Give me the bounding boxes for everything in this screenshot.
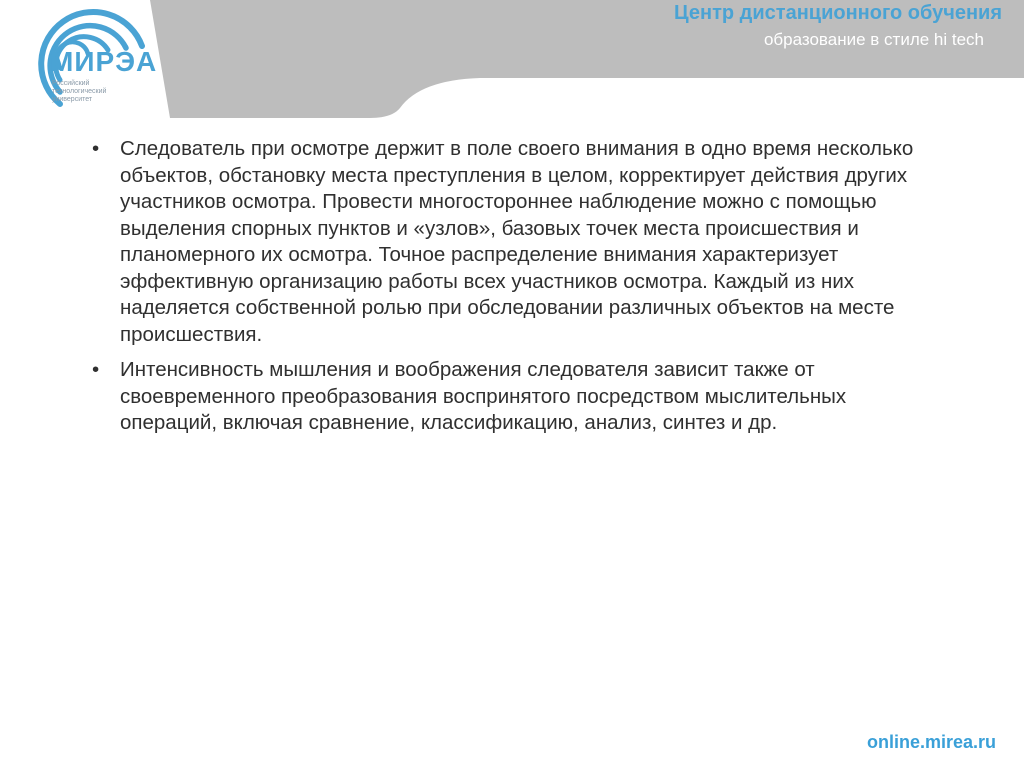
logo-wordmark: МИРЭА (50, 46, 158, 77)
logo-sub-line: Российский (52, 80, 90, 87)
bullet-text: Следователь при осмотре держит в поле своего внимания в одно время несколько объектов, обстановку места преступления в целом, корректирует действия других участников осмотра. Провести многостороннее наблюдение можно с помощью выделения спорных пунктов и «узлов», базовых точек места происшествия и планомерного их осмотра. Точное распределение внимания характеризует эффективную организацию работы всех участников осмотра. Каждый из них наделяется собственной ролью при обследовании различных объектов на месте происшествия. (120, 137, 914, 346)
logo-sub-line: технологический (52, 88, 107, 95)
bullet-marker: • (92, 137, 100, 160)
header-subtitle: образование в стиле hi tech (763, 30, 984, 49)
bullet-item (92, 357, 944, 437)
slide-content (92, 136, 944, 446)
footer-url[interactable]: online.mirea.ru (866, 732, 996, 752)
header-title: Центр дистанционного обучения (674, 2, 1002, 24)
bullet-text: Интенсивность мышления и воображения следователя зависит также от своевременного преобразования воспринятого посредством мыслительных операций, включая сравнение, классификацию, анализ, синтез и др. (120, 358, 847, 434)
bullet-item (92, 136, 944, 348)
logo-sub-line: университет (52, 96, 93, 103)
mirea-logo (0, 0, 200, 120)
logo-subtitle (52, 80, 142, 104)
bullet-marker: • (92, 358, 100, 381)
